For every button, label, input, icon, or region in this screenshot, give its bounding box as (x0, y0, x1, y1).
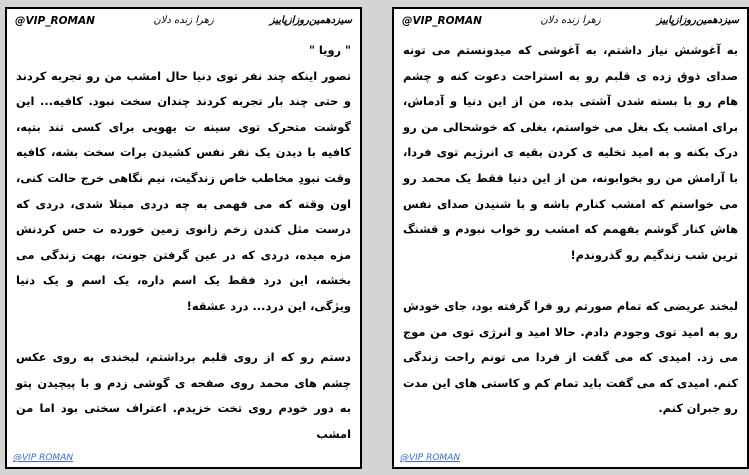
page-body (403, 38, 738, 422)
series-title: سیزدهمین‌روزازپاییز (269, 15, 352, 26)
chapter-title: " رویا " (309, 43, 351, 57)
book-page-left (5, 7, 362, 469)
channel-handle: @VIP_ROMAN (402, 15, 482, 27)
paragraph: به آغوشش نیاز داشتم، به آغوشی که میدونستم می تونه صدای ذوق زده ی قلبم رو به استراحت دعوت کنه و چشم هام رو با بسته شدن آشتی بده، من از این دنیا و آدماش، برای امشب یک بغل می خواستم، بغلی که خوشحالی من رو درک بکنه و به امید تخلیه ی کردن بقیه ی انرژیم توی فردا، با آرامش من رو بخوابونه، من از این دنیا فقط یک محمد رو می خواستم که امشب کنارم باشه و با شنیدن صدای نفس هاش کنار گوشم بفهمم که امشب رو خواب نبودم و قشنگ ترین شب زندگیم رو گذروندم! (403, 43, 738, 262)
page-header (402, 14, 739, 32)
footer-link[interactable]: @VIP ROMAN (400, 453, 461, 463)
paragraph: دستم رو که از روی قلبم برداشتم، لبخندی به روی عکس چشم های محمد روی صفحه ی گوشی زدم و با پیچیدن پتو به دور خودم روی تخت خزیدم. اعتراف سختی بود اما من امشب (16, 350, 351, 441)
page-body (16, 38, 351, 448)
book-page-right (392, 7, 749, 469)
series-title: سیزدهمین‌روزازپاییز (656, 15, 739, 26)
author-name: زهرا زنده دلان (153, 15, 214, 26)
author-name: زهرا زنده دلان (540, 15, 601, 26)
page-header (15, 14, 352, 32)
paragraph: تصور اینکه چند نفر توی دنیا حال امشب من رو تجربه کردند و حتی چند بار تجربه کردند چندان سخت نبود. کافیه... این گوشت متحرک توی سینه ت یهویی برای کسی تند بتپه، کافیه با دیدن یک نفر نفس کشیدن برات سخت بشه، کافیه وقت نبودِ مخاطب خاص زندگیت، نیم نگاهی خرج حالت کنی، اون وقته که می فهمی به چه دردی مبتلا شدی، دردی که درست مثل کندن زخم زانوی زمین خورده ت حس کردنش مزه میده، دردی که در عین گرفتن جونت، بهت زندگی می بخشه، این درد فقط یک اسم داره، یک اسم و یک دنیا ویژگی، این درد... درد عشقه! (16, 68, 351, 313)
paragraph: لبخند عریضی که تمام صورتم رو فرا گرفته بود، جای خودش رو به امید توی وجودم دادم. حالا امید و انرژی توی من موج می زد. امیدی که می گفت از فردا می تونم راحت زندگی کنم. امیدی که می گفت باید تمام کم و کاستی های این مدت رو جبران کنم. (403, 298, 738, 416)
footer-link[interactable]: @VIP ROMAN (13, 453, 74, 463)
channel-handle: @VIP_ROMAN (15, 15, 95, 27)
